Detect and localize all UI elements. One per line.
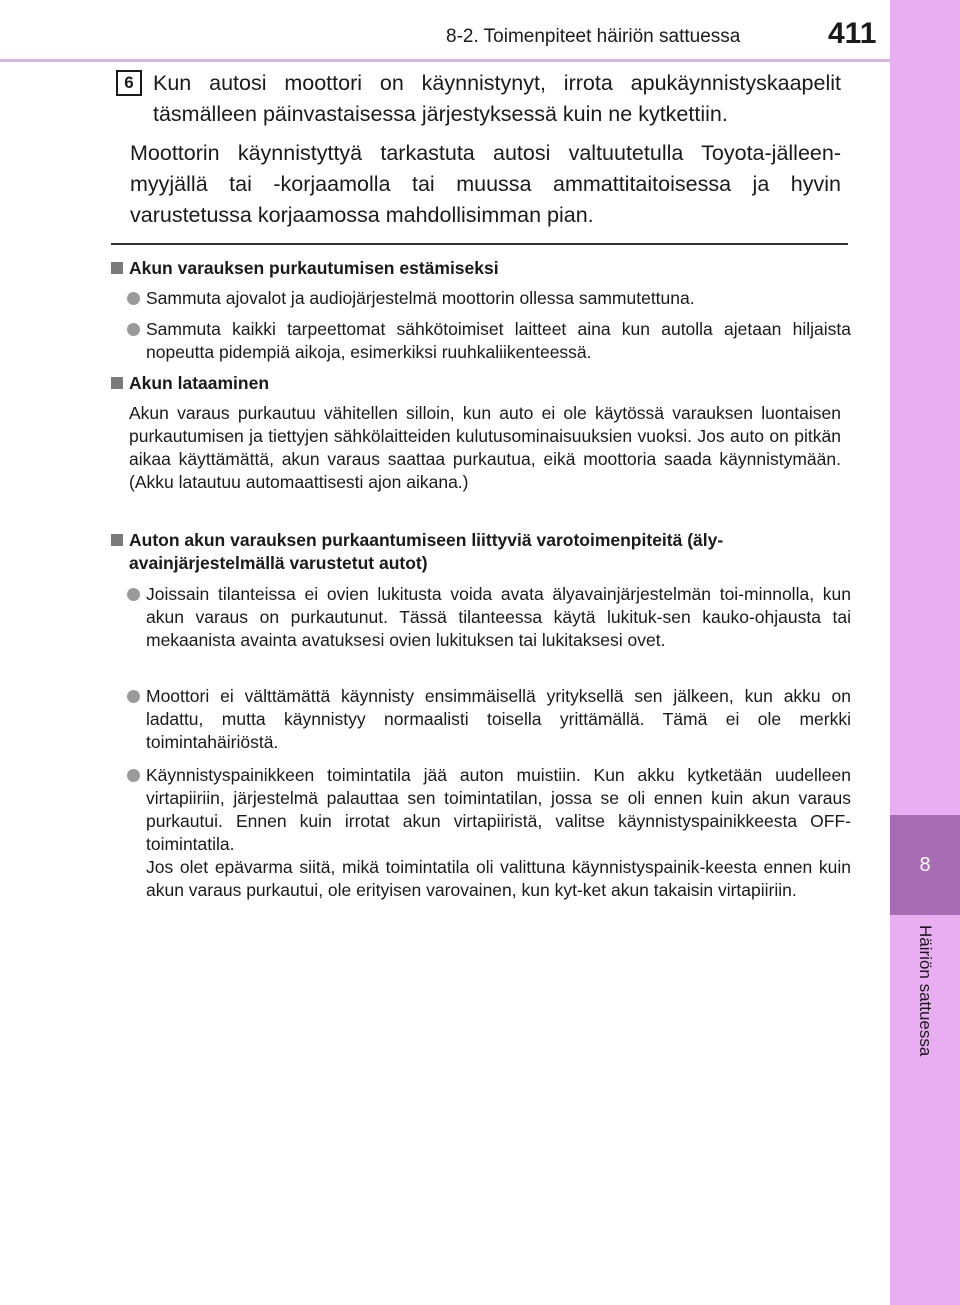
- section-heading: [111, 257, 851, 280]
- circle-bullet-icon: [127, 323, 140, 336]
- list-item: [127, 764, 851, 902]
- circle-bullet-icon: [127, 588, 140, 601]
- list-item-text: Sammuta ajovalot ja audiojärjestelmä moottorin ollessa sammutettuna.: [146, 288, 695, 308]
- section-heading-text: Auton akun varauksen purkaantumiseen liittyviä varotoimenpiteitä (äly-avainjärjestelmällä varustetut autot): [129, 530, 724, 573]
- list-item-text: Sammuta kaikki tarpeettomat sähkötoimiset laitteet aina kun autolla ajetaan hiljaista nopeutta pidempiä aikoja, esimerkiksi ruuhkaliikenteessä.: [146, 319, 851, 362]
- list-item-text: Käynnistyspainikkeen toimintatila jää auton muistiin. Kun akku kytketään uudelleen virtapiiriin, järjestelmä palauttaa sen toimintatilan, jossa se oli ennen kuin akun varaus purkautui. Ennen kuin irrotat akun virtapiiristä, valitse käynnistyspainikkeesta OFF-toimintatila.: [146, 765, 851, 854]
- list-item: [127, 287, 851, 310]
- section-heading: [111, 529, 851, 575]
- circle-bullet-icon: [127, 690, 140, 703]
- list-item-continuation: Jos olet epävarma siitä, mikä toimintatila oli valittuna käynnistyspainik-keesta ennen kuin akun varaus purkautui, ole erityisen varovainen, kun kyt-ket akun takaisin virtapiiriin.: [146, 857, 851, 900]
- section-heading-text: Akun varauksen purkautumisen estämiseksi: [129, 258, 499, 278]
- section-paragraph: Akun varaus purkautuu vähitellen silloin, kun auto ei ole käytössä varauksen luontaisen purkautumisen ja tiettyjen sähkölaitteiden kulutusominaisuuksien vuoksi. Jos auto on pitkän aikaa käyttämättä, akun varaus saattaa purkautua, eikä moottoria saada käynnistymään. (Akku latautuu automaattisesti ajon aikana.): [129, 403, 841, 492]
- running-header: 8-2. Toimenpiteet häiriön sattuessa: [446, 26, 741, 47]
- step-note: Moottorin käynnistyttyä tarkastuta autosi valtuutetulla Toyota-jälleen-myyjällä tai -korjaamolla tai muussa ammattitaitoisessa ja hyvin varustetussa korjaamossa mahdollisimman pian.: [130, 141, 841, 227]
- list-item: [127, 685, 851, 754]
- page-number: 411: [828, 17, 877, 50]
- list-item: [127, 318, 851, 364]
- list-item: [127, 583, 851, 652]
- circle-bullet-icon: [127, 292, 140, 305]
- step-text: Kun autosi moottori on käynnistynyt, irrota apukäynnistyskaapelit täsmälleen päinvastaisessa järjestyksessä kuin ne kytkettiin.: [153, 71, 841, 126]
- chapter-title: Häiriön sattuessa: [916, 925, 935, 1057]
- step-number-badge: 6: [116, 70, 142, 96]
- section-heading: [111, 372, 851, 395]
- square-bullet-icon: [111, 377, 123, 389]
- square-bullet-icon: [111, 534, 123, 546]
- chapter-number: 8: [890, 815, 960, 915]
- list-item-text: Moottori ei välttämättä käynnisty ensimmäisellä yrityksellä sen jälkeen, kun akku on ladattu, mutta käynnistyy normaalisti toisella yrittämällä. Tämä ei ole merkki toimintahäiriöstä.: [146, 686, 851, 752]
- square-bullet-icon: [111, 262, 123, 274]
- list-item-text: Joissain tilanteissa ei ovien lukitusta voida avata älyavainjärjestelmän toi-minnolla, kun akun varaus on purkautunut. Tässä tilanteessa käytä lukituk-sen kauko-ohjausta tai mekaanista avainta avatuksesi ovien lukituksen tai lukitaksesi ovet.: [146, 584, 851, 650]
- section-divider: [111, 243, 848, 245]
- section-heading-text: Akun lataaminen: [129, 373, 270, 393]
- header-rule: [0, 59, 890, 62]
- circle-bullet-icon: [127, 769, 140, 782]
- side-tab: [890, 0, 960, 815]
